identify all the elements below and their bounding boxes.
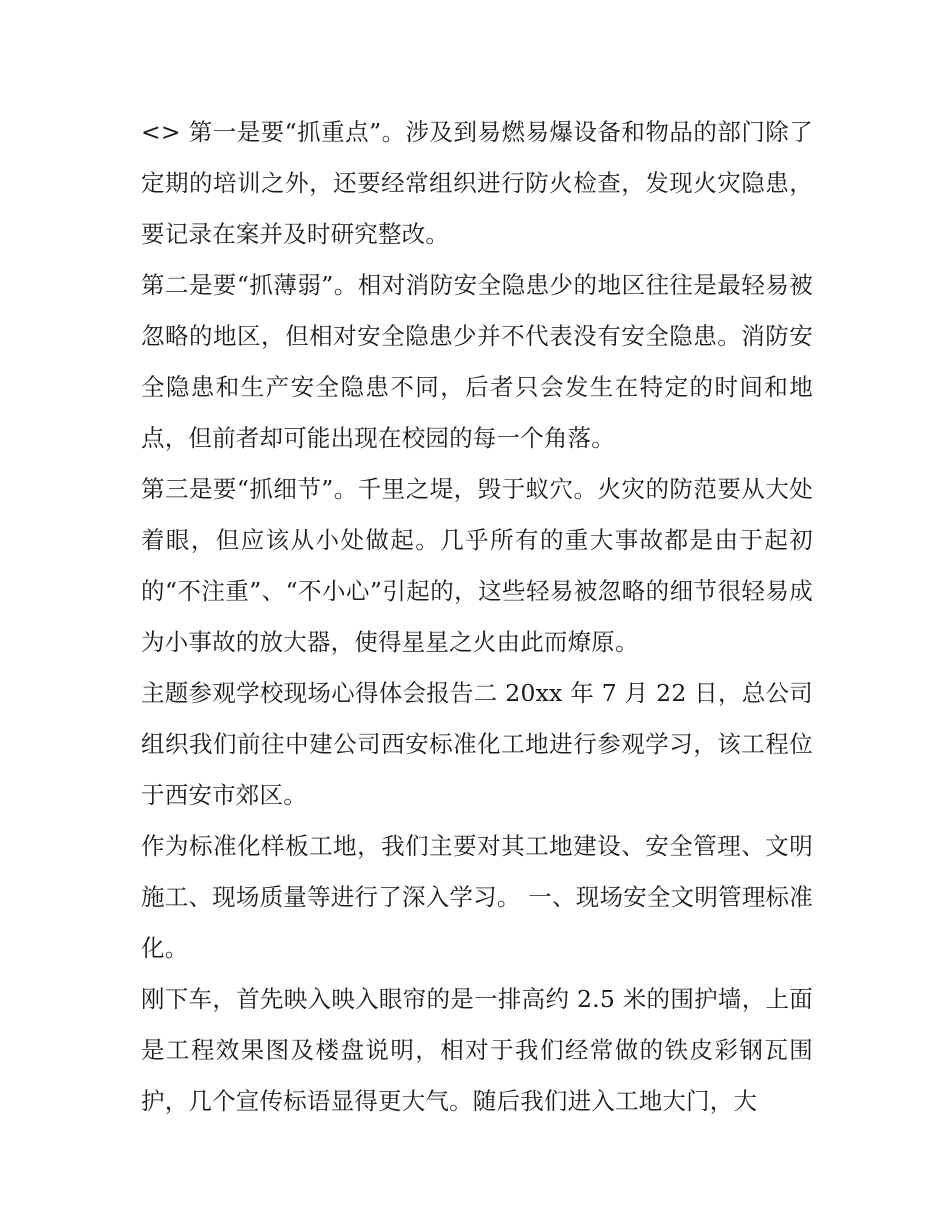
paragraph-5: 作为标准化样板工地，我们主要对其工地建设、安全管理、文明施工、现场质量等进行了深入学习。 一、现场安全文明管理标准化。 xyxy=(141,832,813,962)
paragraph-2: 第二是要“抓薄弱”。相对消防安全隐患少的地区往往是最轻易被忽略的地区，但相对安全隐患少并不代表没有安全隐患。消防安全隐患和生产安全隐患不同，后者只会发生在特定的时间和地点，但前者却可能出现在校园的每一个角落。 xyxy=(141,271,813,452)
paragraph-6: 刚下车，首先映入映入眼帘的是一排高约 2.5 米的围护墙，上面是工程效果图及楼盘说明，相对于我们经常做的铁皮彩钢瓦围护，几个宣传标语显得更大气。随后我们进入工地大门，大 xyxy=(141,985,813,1115)
document-page xyxy=(141,107,813,1127)
paragraph-4: 主题参观学校现场心得体会报告二 20xx 年 7 月 22 日，总公司组织我们前往中建公司西安标准化工地进行参观学习，该工程位于西安市郊区。 xyxy=(141,679,813,809)
paragraph-3: 第三是要“抓细节”。千里之堤，毁于蚁穴。火灾的防范要从大处着眼，但应该从小处做起。几乎所有的重大事故都是由于起初的“不注重”、“不小心”引起的，这些轻易被忽略的细节很轻易成为小事故的放大器，使得星星之火由此而燎原。 xyxy=(141,475,813,656)
paragraph-1: <> 第一是要“抓重点”。涉及到易燃易爆设备和物品的部门除了定期的培训之外，还要经常组织进行防火检查，发现火灾隐患，要记录在案并及时研究整改。 xyxy=(141,118,813,248)
